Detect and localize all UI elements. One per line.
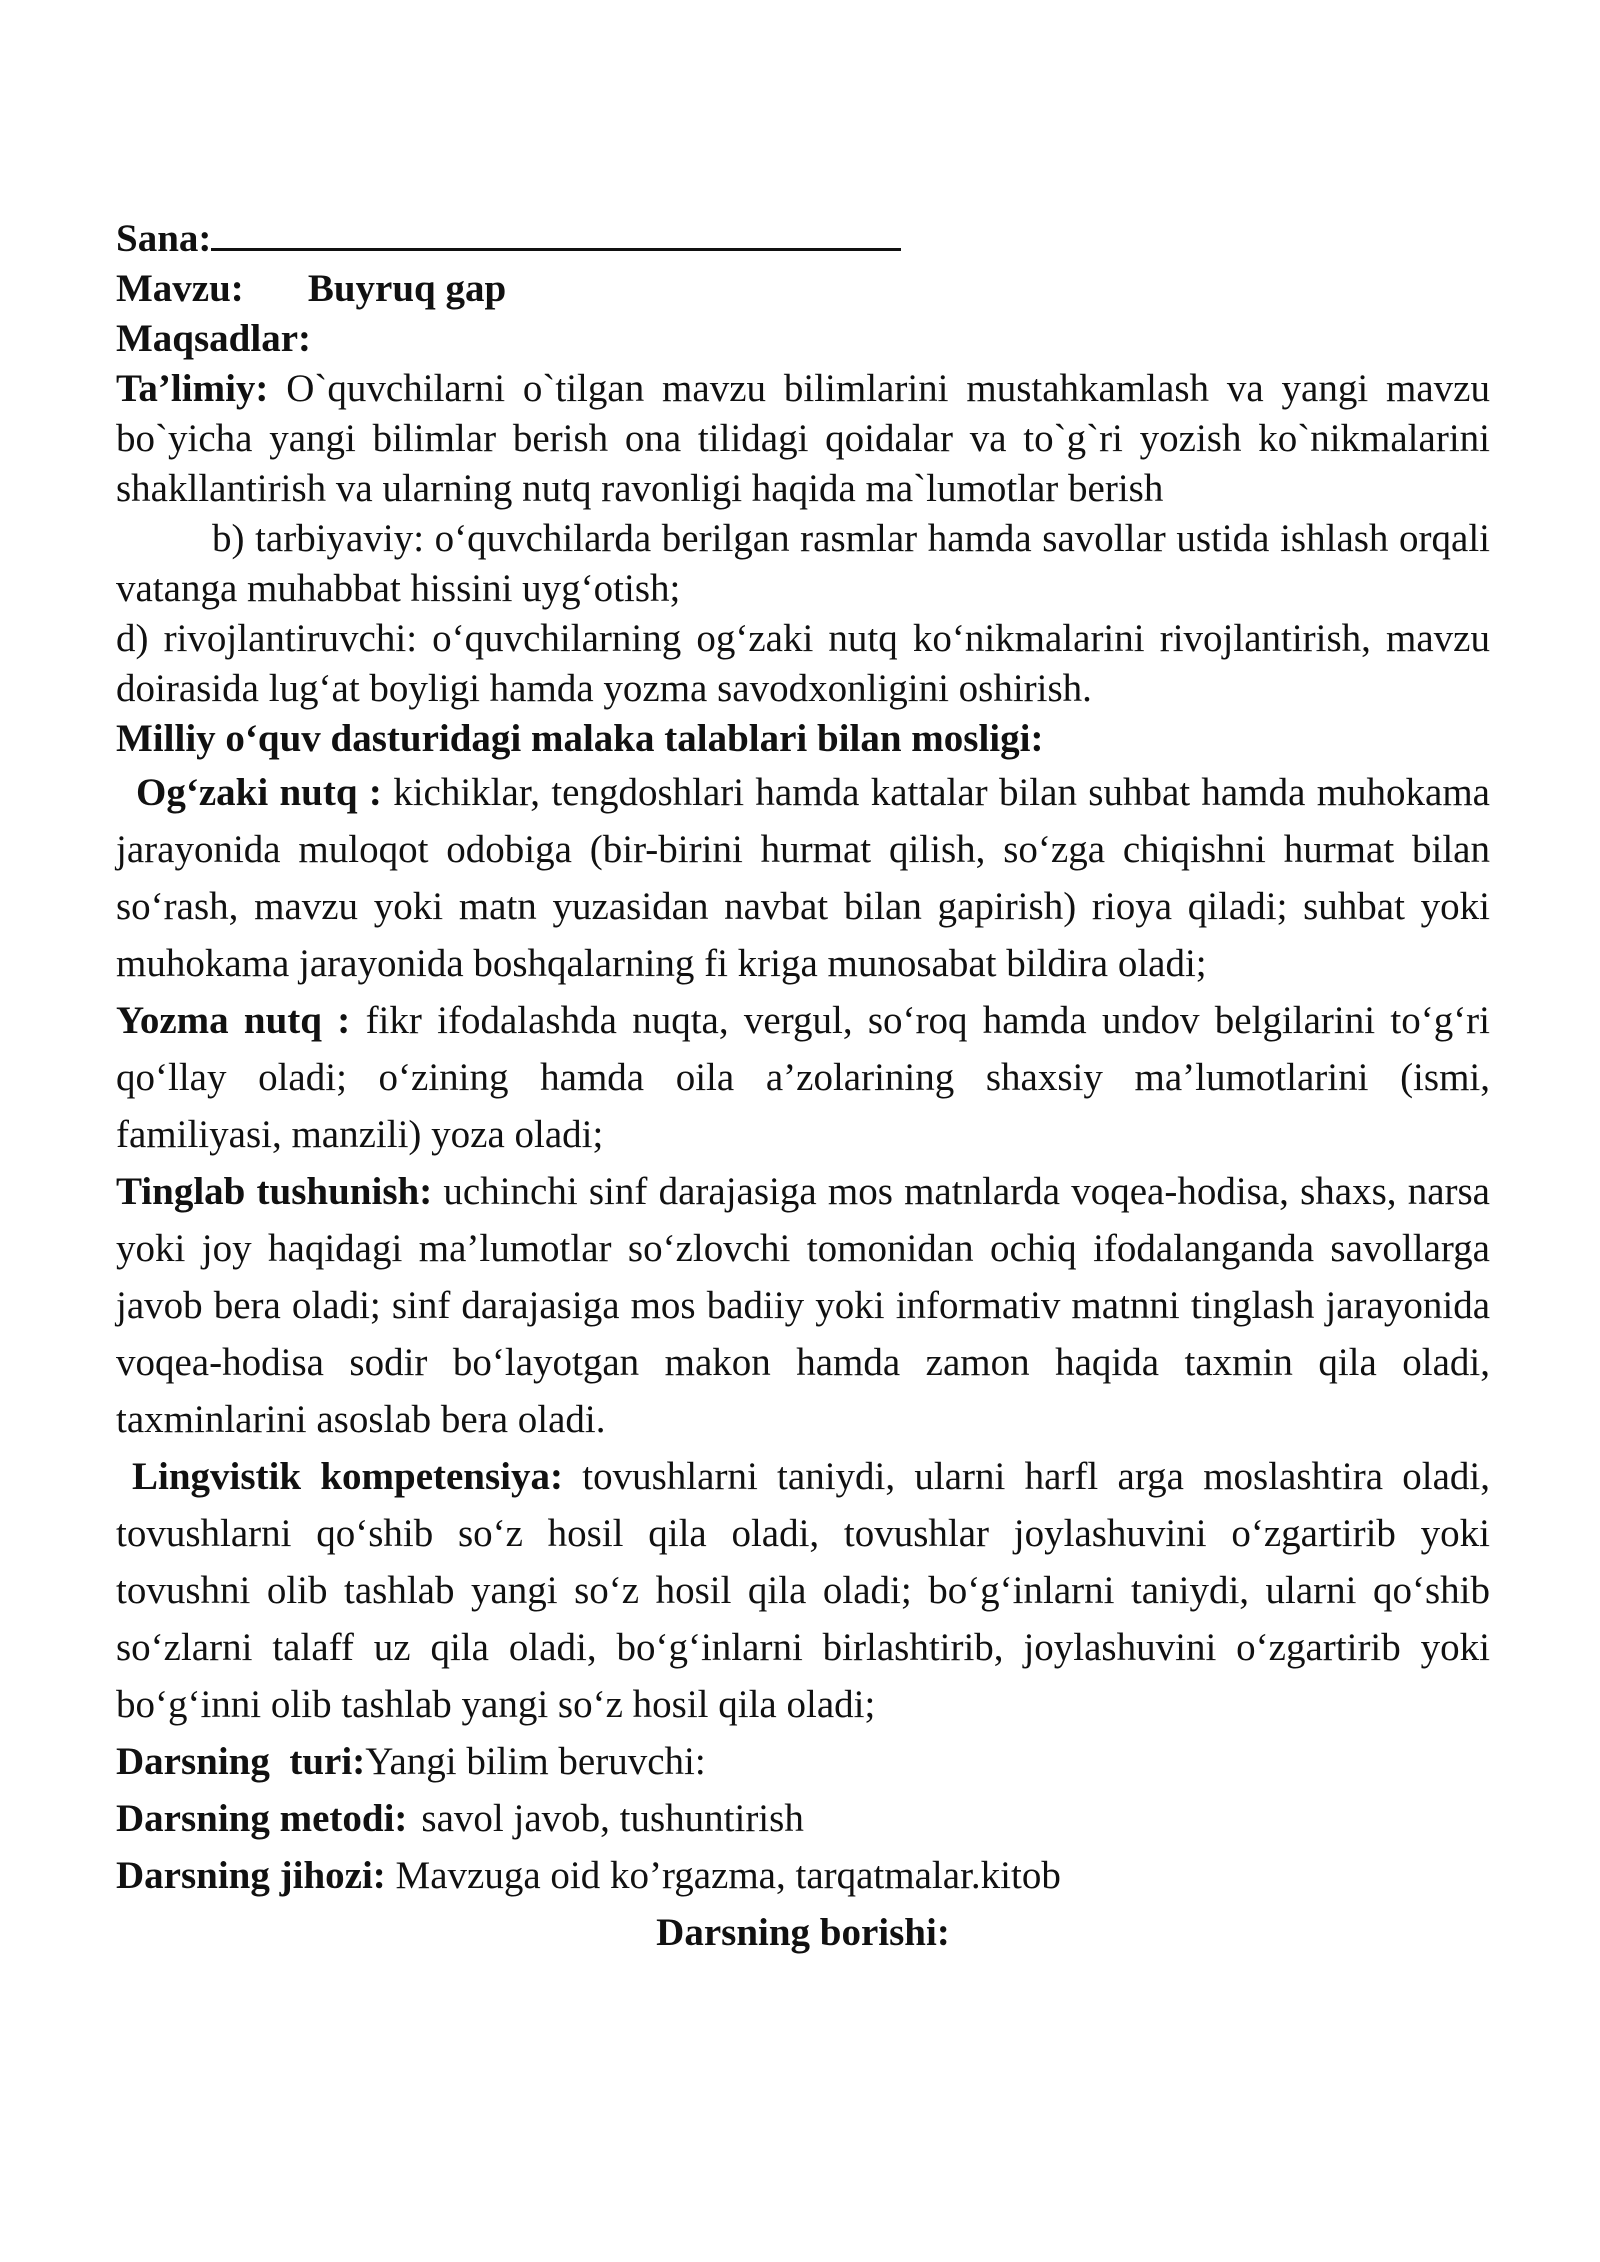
listening-label: Tinglab tushunish: [116,1170,433,1213]
linguistic-text: tovushlarni taniydi, ularni harfl arga moslashtira oladi, tovushlarni qo‘shib so‘z hosil qila oladi, tovushlar joylashuvini o‘zgartirib yoki tovushni olib tashlab yangi so‘z hosil qila oladi; bo‘g‘inlarni taniydi, ularni qo‘shib so‘zlarni talaff uz qila oladi, bo‘g‘inlarni birlashtirib, joylashuvini o‘zgartirib yoki bo‘g‘inni olib tashlab yangi so‘z hosil qila oladi; [116,1455,1491,1726]
upbringing-goal: b) tarbiyaviy: o‘quvchilarda berilgan rasmlar hamda savollar ustida ishlash orqali vatanga muhabbat hissini uyg‘otish; [116,517,1490,610]
topic-label: Mavzu: [116,267,244,310]
linguistic-label: Lingvistik kompetensiya: [132,1455,564,1498]
oral-speech-text: kichiklar, tengdoshlari hamda kattalar bilan suhbat hamda muhokama jarayonida muloqot odobiga (bir-birini hurmat qilish, so‘zga chiqishni hurmat bilan so‘rash, mavzu yoki matn yuzasidan navbat bilan gapirish) rioya qiladi; suhbat yoki muhokama jarayonida boshqalarning fi kriga munosabat bildira oladi; [116,771,1490,985]
listening-paragraph [116,1163,1490,1448]
goals-heading: Maqsadlar: [116,317,311,360]
topic-line [116,264,1490,314]
lesson-type-value: Yangi bilim beruvchi: [365,1740,706,1783]
lesson-procedure-heading: Darsning borishi: [656,1911,950,1954]
educational-goal-label: Ta’limiy: [116,367,269,410]
linguistic-paragraph [116,1448,1490,1733]
lesson-method-value: savol javob, tushuntirish [421,1797,804,1840]
listening-text: uchinchi sinf darajasiga mos matnlarda voqea-hodisa, shaxs, narsa yoki joy haqidagi ma’lumotlar so‘zlovchi tomonidan ochiq ifodalanganda savollarga javob bera oladi; sinf darajasiga mos badiiy yoki informativ matnni tinglash jarayonida voqea-hodisa sodir bo‘layotgan makon hamda zamon haqida taxmin qila oladi, taxminlarini asoslab bera oladi. [116,1170,1490,1441]
lesson-type-line [116,1733,1490,1790]
oral-speech-paragraph [116,764,1490,992]
lesson-plan-page [116,212,1490,1961]
date-line [116,212,1490,264]
lesson-method-line [116,1790,1490,1847]
educational-goal-text: O`quvchilarni o`tilgan mavzu bilimlarini mustahkamlash va yangi mavzu bo`yicha yangi bilimlar berish ona tilidagi qoidalar va to`g`ri yozish ko`nikmalarini shakllantirish va ularning nutq ravonligi haqida ma`lumotlar berish [116,367,1490,510]
lesson-equipment-value: Mavzuga oid ko’rgazma, tarqatmalar.kitob [395,1854,1061,1897]
topic-value: Buyruq gap [307,267,507,310]
oral-speech-label: Og‘zaki nutq : [136,771,382,814]
educational-goal [116,364,1490,514]
written-speech-text: fikr ifodalashda nuqta, vergul, so‘roq hamda undov belgilarini to‘g‘ri qo‘llay oladi; o‘zining hamda oila a’zolarining shaxsiy ma’lumotlarini (ismi, familiyasi, manzili) yoza oladi; [116,999,1491,1156]
lesson-method-label: Darsning metodi: [116,1797,408,1840]
lesson-equipment-line [116,1847,1490,1904]
date-label: Sana: [116,217,212,260]
lesson-type-label: Darsning turi: [116,1740,366,1783]
date-blank-line [211,212,901,251]
written-speech-paragraph [116,992,1490,1163]
developmental-goal: d) rivojlantiruvchi: o‘quvchilarning og‘zaki nutq ko‘nikmalarini rivojlantirish, mavzu doirasida lug‘at boyligi hamda yozma savodxonligini oshirish. [116,617,1490,710]
lesson-equipment-label: Darsning jihozi: [116,1854,386,1897]
written-speech-label: Yozma nutq : [116,999,351,1042]
standards-heading: Milliy o‘quv dasturidagi malaka talablari bilan mosligi: [116,717,1044,760]
